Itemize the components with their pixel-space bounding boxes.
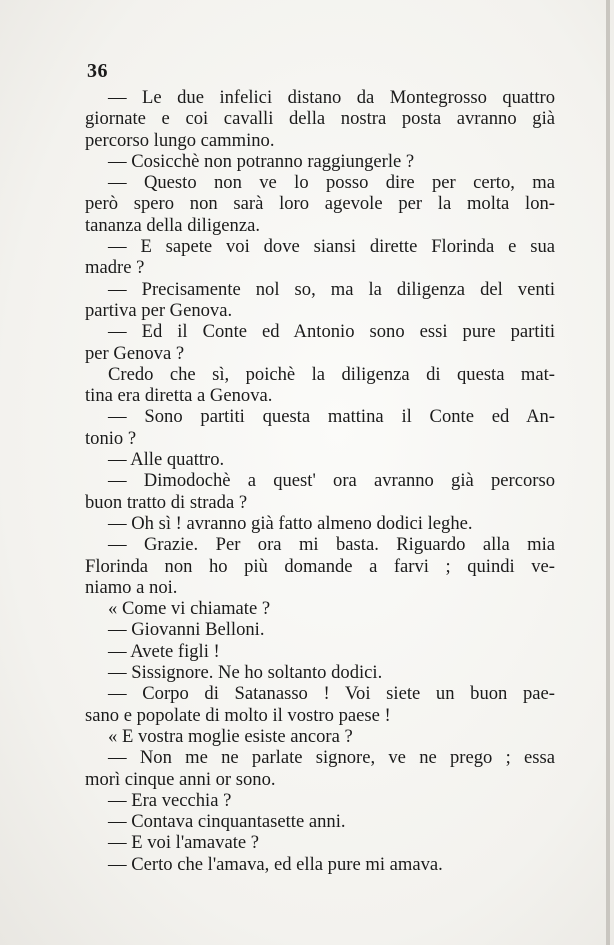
text-line: — Oh sì ! avranno già fatto almeno dodici leghe. (108, 512, 473, 534)
text-line: — Cosicchè non potranno raggiungerle ? (108, 150, 415, 172)
text-line: « Come vi chiamate ? (108, 598, 271, 620)
page-number: 36 (87, 60, 108, 82)
text-line: Florinda non ho più domande a farvi ; quindi ve- (85, 555, 555, 577)
text-line: percorso lungo cammino. (85, 129, 275, 151)
text-line: — E voi l'amavate ? (108, 832, 260, 854)
text-line: tonio ? (85, 427, 137, 449)
text-line: — Corpo di Satanasso ! Voi siete un buon pae- (108, 683, 555, 705)
text-line: per Genova ? (85, 342, 185, 364)
text-line: — E sapete voi dove siansi dirette Florinda e sua (108, 236, 555, 258)
text-line: niamo a noi. (85, 576, 178, 598)
text-line: tananza della diligenza. (85, 214, 260, 236)
text-line: « E vostra moglie esiste ancora ? (108, 725, 353, 747)
text-line: Credo che sì, poichè la diligenza di questa mat- (108, 363, 555, 385)
text-line: — Le due infelici distano da Montegrosso quattro (108, 87, 555, 108)
text-line: — Grazie. Per ora mi basta. Riguardo alla mia (108, 534, 555, 556)
text-line: madre ? (85, 257, 145, 279)
text-line: — Sissignore. Ne ho soltanto dodici. (108, 662, 383, 684)
text-line: — Alle quattro. (108, 449, 225, 471)
text-line: — Giovanni Belloni. (108, 619, 265, 641)
text-line: — Dimodochè a quest' ora avranno già percorso (108, 470, 555, 492)
text-line: — Ed il Conte ed Antonio sono essi pure partiti (108, 321, 555, 343)
text-line: — Contava cinquantasette anni. (108, 811, 346, 833)
page-edge (606, 0, 610, 945)
text-line: giornate e coi cavalli della nostra posta avranno già (85, 108, 555, 130)
text-line: — Questo non ve lo posso dire per certo, ma (108, 172, 555, 194)
text-line: — Non me ne parlate signore, ve ne prego ; essa (108, 747, 555, 769)
page-text (85, 87, 555, 875)
text-line: — Avete figli ! (108, 640, 220, 662)
text-line: morì cinque anni or sono. (85, 768, 276, 790)
text-line: sano e popolate di molto il vostro paese ! (85, 704, 391, 726)
text-line: tina era diretta a Genova. (85, 385, 273, 407)
text-line: — Precisamente nol so, ma la diligenza del venti (108, 278, 555, 300)
text-line: però spero non sarà loro agevole per la molta lon- (85, 193, 555, 215)
text-line: — Certo che l'amava, ed ella pure mi amava. (108, 853, 443, 875)
text-line: partiva per Genova. (85, 299, 233, 321)
text-line: — Era vecchia ? (108, 789, 232, 811)
text-line: buon tratto di strada ? (85, 491, 248, 513)
text-line: — Sono partiti questa mattina il Conte ed An- (108, 406, 555, 428)
